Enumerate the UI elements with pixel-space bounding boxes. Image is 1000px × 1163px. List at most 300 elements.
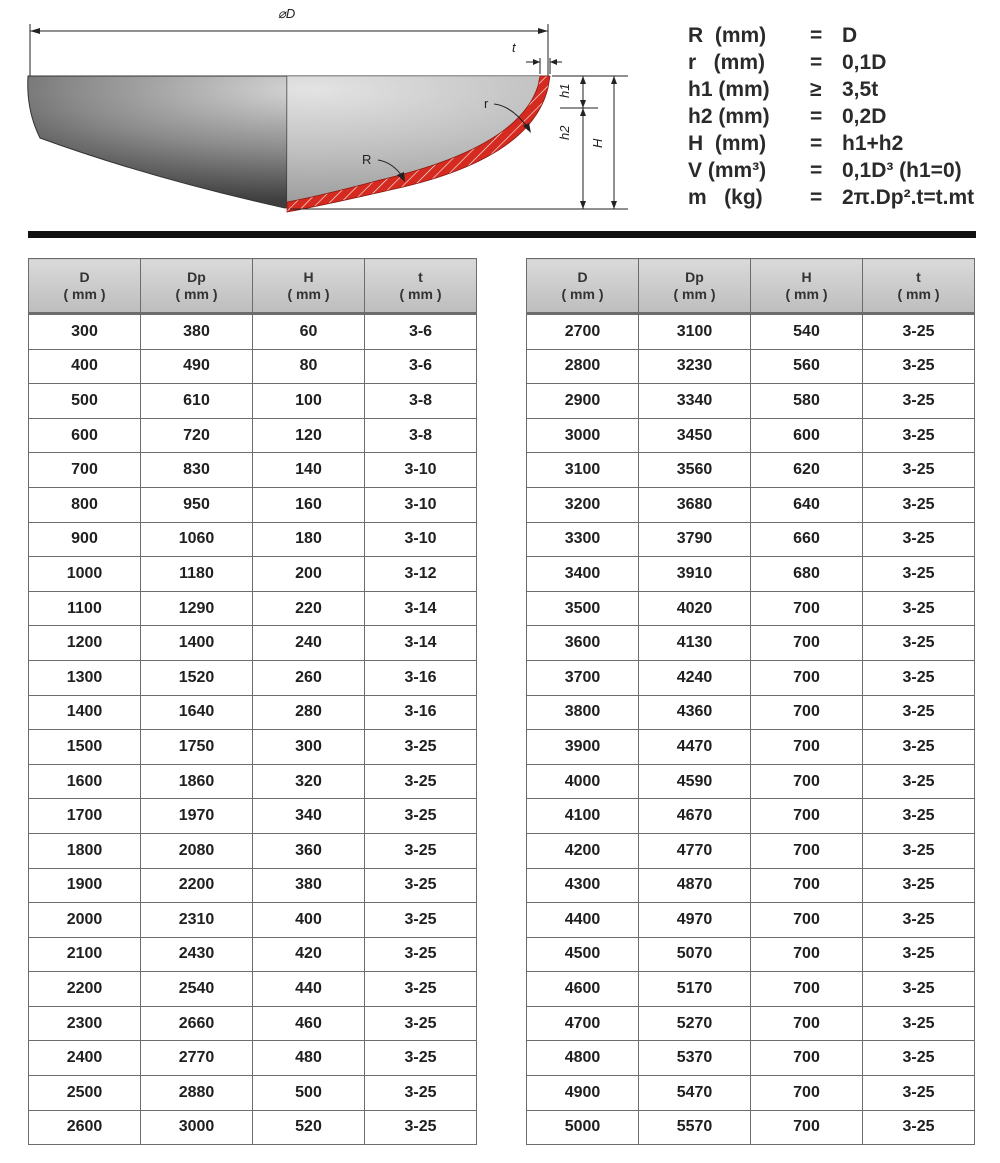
- table-cell: 3900: [527, 730, 639, 765]
- table-cell: 4240: [639, 660, 751, 695]
- table-cell: 4500: [527, 937, 639, 972]
- table-cell: 3-25: [863, 868, 975, 903]
- table-cell: 4020: [639, 591, 751, 626]
- column-header: [365, 259, 477, 314]
- table-row: [527, 314, 975, 350]
- table-cell: 2080: [141, 833, 253, 868]
- table-row: [29, 799, 477, 834]
- formula-symbol: h2 (mm): [688, 104, 770, 128]
- table-cell: 2400: [29, 1041, 141, 1076]
- column-header: [639, 259, 751, 314]
- table-cell: 180: [253, 522, 365, 557]
- h2-label: h2: [557, 125, 572, 140]
- table-cell: 3-25: [863, 453, 975, 488]
- table-cell: 500: [29, 384, 141, 419]
- table-cell: 2000: [29, 903, 141, 938]
- table-cell: 5470: [639, 1076, 751, 1111]
- table-cell: 4670: [639, 799, 751, 834]
- table-row: [527, 557, 975, 592]
- table-cell: 200: [253, 557, 365, 592]
- table-cell: 1100: [29, 591, 141, 626]
- table-cell: 300: [29, 314, 141, 350]
- table-cell: 3100: [527, 453, 639, 488]
- diameter-label: ⌀D: [278, 6, 296, 21]
- table-row: [29, 660, 477, 695]
- table-cell: 1600: [29, 764, 141, 799]
- table-cell: 3-25: [863, 1110, 975, 1145]
- table-cell: 2200: [29, 972, 141, 1007]
- table-cell: 700: [751, 660, 863, 695]
- formula-legend: [688, 22, 974, 211]
- table-cell: 5170: [639, 972, 751, 1007]
- table-cell: 1860: [141, 764, 253, 799]
- table-cell: 120: [253, 418, 365, 453]
- table-cell: 3-16: [365, 660, 477, 695]
- table-cell: 3910: [639, 557, 751, 592]
- column-header-name: D: [577, 268, 588, 285]
- table-cell: 4590: [639, 764, 751, 799]
- table-row: [527, 1006, 975, 1041]
- table-cell: 3-25: [365, 799, 477, 834]
- table-row: [29, 833, 477, 868]
- table-cell: 1520: [141, 660, 253, 695]
- table-cell: 3-16: [365, 695, 477, 730]
- table-cell: 700: [751, 972, 863, 1007]
- table-cell: 60: [253, 314, 365, 350]
- table-cell: 4360: [639, 695, 751, 730]
- table-row: [29, 349, 477, 384]
- formula-value: D: [842, 23, 858, 47]
- dimension-table-left: [28, 258, 477, 1145]
- table-cell: 2800: [527, 349, 639, 384]
- table-row: [527, 418, 975, 453]
- diameter-dimension: [30, 6, 548, 76]
- formula-operator: ≥: [810, 77, 822, 101]
- table-cell: 700: [29, 453, 141, 488]
- table-row: [527, 1041, 975, 1076]
- column-header-unit: ( mm ): [897, 285, 940, 302]
- table-cell: 3-25: [863, 557, 975, 592]
- table-row: [29, 487, 477, 522]
- table-row: [527, 764, 975, 799]
- column-header: [527, 259, 639, 314]
- formula-operator: =: [810, 185, 823, 209]
- table-cell: 3-25: [863, 522, 975, 557]
- table-cell: 3-14: [365, 626, 477, 661]
- table-cell: 5270: [639, 1006, 751, 1041]
- height-label: H: [590, 138, 605, 148]
- table-cell: 3100: [639, 314, 751, 350]
- table-row: [527, 730, 975, 765]
- table-cell: 3-25: [365, 730, 477, 765]
- table-cell: 3200: [527, 487, 639, 522]
- table-cell: 700: [751, 1076, 863, 1111]
- table-cell: 5370: [639, 1041, 751, 1076]
- table-cell: 3-25: [863, 730, 975, 765]
- table-cell: 4200: [527, 833, 639, 868]
- table-cell: 2700: [527, 314, 639, 350]
- formula-operator: =: [810, 158, 823, 182]
- table-cell: 420: [253, 937, 365, 972]
- table-cell: 950: [141, 487, 253, 522]
- column-header: [29, 259, 141, 314]
- table-cell: 3-25: [365, 1076, 477, 1111]
- table-cell: 700: [751, 903, 863, 938]
- table-cell: 1800: [29, 833, 141, 868]
- table-cell: 700: [751, 937, 863, 972]
- small-radius-label: r: [484, 96, 489, 111]
- formula-value: h1+h2: [842, 131, 904, 155]
- table-row: [29, 591, 477, 626]
- column-header-name: Dp: [187, 268, 206, 285]
- table-cell: 140: [253, 453, 365, 488]
- torispherical-head-diagram: [0, 0, 660, 225]
- formula-value: 3,5t: [842, 77, 879, 101]
- formula-symbol: r (mm): [688, 50, 766, 74]
- table-cell: 220: [253, 591, 365, 626]
- column-header: [751, 259, 863, 314]
- table-row: [29, 453, 477, 488]
- column-header-name: t: [916, 268, 921, 285]
- table-cell: 620: [751, 453, 863, 488]
- table-row: [29, 1041, 477, 1076]
- table-row: [527, 799, 975, 834]
- large-radius-label: R: [362, 152, 372, 167]
- table-cell: 400: [29, 349, 141, 384]
- table-cell: 700: [751, 730, 863, 765]
- table-row: [29, 418, 477, 453]
- table-row: [527, 453, 975, 488]
- table-cell: 1640: [141, 695, 253, 730]
- table-cell: 380: [253, 868, 365, 903]
- table-cell: 240: [253, 626, 365, 661]
- table-cell: 3700: [527, 660, 639, 695]
- table-cell: 720: [141, 418, 253, 453]
- table-row: [527, 384, 975, 419]
- table-cell: 500: [253, 1076, 365, 1111]
- formula-symbol: h1 (mm): [688, 77, 770, 101]
- table-cell: 4900: [527, 1076, 639, 1111]
- table-cell: 3-25: [863, 972, 975, 1007]
- table-cell: 3-8: [365, 384, 477, 419]
- table-row: [29, 972, 477, 1007]
- table-cell: 480: [253, 1041, 365, 1076]
- formula-row: [688, 76, 974, 103]
- table-cell: 2430: [141, 937, 253, 972]
- table-cell: 3-25: [365, 833, 477, 868]
- table-cell: 340: [253, 799, 365, 834]
- column-header-name: H: [801, 268, 812, 285]
- column-header-unit: ( mm ): [673, 285, 716, 302]
- table-cell: 3-25: [863, 799, 975, 834]
- formula-symbol: m (kg): [688, 185, 763, 209]
- thickness-dimension: [512, 40, 562, 74]
- section-divider: [28, 231, 976, 238]
- table-cell: 700: [751, 1041, 863, 1076]
- table-cell: 4700: [527, 1006, 639, 1041]
- table-cell: 440: [253, 972, 365, 1007]
- table-cell: 3-10: [365, 522, 477, 557]
- table-row: [527, 1076, 975, 1111]
- table-row: [527, 868, 975, 903]
- table-cell: 3800: [527, 695, 639, 730]
- table-cell: 3-6: [365, 349, 477, 384]
- table-cell: 4100: [527, 799, 639, 834]
- table-cell: 4470: [639, 730, 751, 765]
- table-cell: 2310: [141, 903, 253, 938]
- table-cell: 100: [253, 384, 365, 419]
- dimension-table-right: [526, 258, 975, 1145]
- table-cell: 700: [751, 868, 863, 903]
- table-cell: 3000: [141, 1110, 253, 1145]
- table-row: [29, 384, 477, 419]
- column-header-unit: ( mm ): [785, 285, 828, 302]
- table-row: [29, 557, 477, 592]
- table-cell: 3-25: [863, 903, 975, 938]
- table-cell: 1900: [29, 868, 141, 903]
- table-row: [527, 1110, 975, 1145]
- table-cell: 2600: [29, 1110, 141, 1145]
- table-row: [527, 903, 975, 938]
- table-cell: 2100: [29, 937, 141, 972]
- table-cell: 2660: [141, 1006, 253, 1041]
- table-cell: 2500: [29, 1076, 141, 1111]
- table-cell: 3-25: [863, 764, 975, 799]
- table-cell: 320: [253, 764, 365, 799]
- table-cell: 3-25: [365, 1041, 477, 1076]
- formula-row: [688, 157, 974, 184]
- table-row: [29, 937, 477, 972]
- table-cell: 5570: [639, 1110, 751, 1145]
- table-cell: 1300: [29, 660, 141, 695]
- spec-table: [526, 258, 975, 1145]
- table-cell: 3-25: [365, 868, 477, 903]
- table-row: [29, 1076, 477, 1111]
- table-cell: 3-12: [365, 557, 477, 592]
- table-cell: 3-25: [365, 1006, 477, 1041]
- table-cell: 4600: [527, 972, 639, 1007]
- table-cell: 700: [751, 1110, 863, 1145]
- formula-row: [688, 184, 974, 211]
- table-cell: 380: [141, 314, 253, 350]
- table-cell: 610: [141, 384, 253, 419]
- table-header-row: [29, 259, 477, 314]
- table-cell: 3400: [527, 557, 639, 592]
- table-cell: 3-25: [863, 1076, 975, 1111]
- table-row: [29, 903, 477, 938]
- table-cell: 700: [751, 833, 863, 868]
- table-cell: 360: [253, 833, 365, 868]
- table-cell: 3680: [639, 487, 751, 522]
- table-cell: 3-25: [863, 591, 975, 626]
- table-cell: 260: [253, 660, 365, 695]
- table-row: [527, 591, 975, 626]
- table-row: [527, 695, 975, 730]
- table-cell: 900: [29, 522, 141, 557]
- table-cell: 700: [751, 1006, 863, 1041]
- table-cell: 580: [751, 384, 863, 419]
- table-cell: 3-14: [365, 591, 477, 626]
- formula-operator: =: [810, 131, 823, 155]
- table-cell: 1750: [141, 730, 253, 765]
- table-cell: 3500: [527, 591, 639, 626]
- table-cell: 4400: [527, 903, 639, 938]
- table-cell: 3560: [639, 453, 751, 488]
- table-cell: 3-25: [365, 764, 477, 799]
- table-cell: 700: [751, 591, 863, 626]
- column-header-name: Dp: [685, 268, 704, 285]
- table-row: [29, 1006, 477, 1041]
- h1-label: h1: [557, 83, 572, 98]
- table-cell: 4870: [639, 868, 751, 903]
- table-cell: 4970: [639, 903, 751, 938]
- table-cell: 3-10: [365, 487, 477, 522]
- table-cell: 160: [253, 487, 365, 522]
- table-cell: 3-25: [863, 418, 975, 453]
- table-row: [29, 764, 477, 799]
- table-row: [29, 314, 477, 350]
- table-cell: 5070: [639, 937, 751, 972]
- table-cell: 5000: [527, 1110, 639, 1145]
- column-header-name: t: [418, 268, 423, 285]
- table-cell: 3-25: [863, 626, 975, 661]
- formula-value: 0,1D³ (h1=0): [842, 158, 962, 182]
- table-cell: 300: [253, 730, 365, 765]
- table-row: [29, 626, 477, 661]
- formula-row: [688, 130, 974, 157]
- column-header-unit: ( mm ): [63, 285, 106, 302]
- column-header-name: H: [303, 268, 314, 285]
- table-header-row: [527, 259, 975, 314]
- table-cell: 560: [751, 349, 863, 384]
- table-cell: 3-6: [365, 314, 477, 350]
- table-cell: 700: [751, 764, 863, 799]
- table-cell: 1970: [141, 799, 253, 834]
- table-cell: 3-25: [863, 487, 975, 522]
- table-cell: 1290: [141, 591, 253, 626]
- table-row: [29, 1110, 477, 1145]
- table-cell: 2300: [29, 1006, 141, 1041]
- formula-operator: =: [810, 104, 823, 128]
- table-cell: 3450: [639, 418, 751, 453]
- table-cell: 1400: [141, 626, 253, 661]
- formula-symbol: R (mm): [688, 23, 767, 47]
- formula-row: [688, 103, 974, 130]
- table-row: [29, 868, 477, 903]
- column-header-unit: ( mm ): [175, 285, 218, 302]
- table-cell: 2880: [141, 1076, 253, 1111]
- table-cell: 2540: [141, 972, 253, 1007]
- table-cell: 3-25: [365, 972, 477, 1007]
- table-cell: 660: [751, 522, 863, 557]
- table-cell: 3-25: [863, 833, 975, 868]
- table-row: [527, 972, 975, 1007]
- formula-row: [688, 22, 974, 49]
- table-cell: 2770: [141, 1041, 253, 1076]
- table-cell: 4770: [639, 833, 751, 868]
- table-cell: 3-10: [365, 453, 477, 488]
- table-cell: 4000: [527, 764, 639, 799]
- table-cell: 640: [751, 487, 863, 522]
- table-cell: 3600: [527, 626, 639, 661]
- table-cell: 4130: [639, 626, 751, 661]
- table-cell: 1200: [29, 626, 141, 661]
- table-cell: 520: [253, 1110, 365, 1145]
- table-row: [527, 937, 975, 972]
- table-cell: 1060: [141, 522, 253, 557]
- table-cell: 2900: [527, 384, 639, 419]
- table-cell: 400: [253, 903, 365, 938]
- table-cell: 3-8: [365, 418, 477, 453]
- column-header-unit: ( mm ): [561, 285, 604, 302]
- table-cell: 2200: [141, 868, 253, 903]
- table-row: [29, 522, 477, 557]
- table-row: [527, 522, 975, 557]
- column-header-unit: ( mm ): [399, 285, 442, 302]
- table-row: [527, 349, 975, 384]
- table-cell: 3-25: [863, 1006, 975, 1041]
- table-cell: 1000: [29, 557, 141, 592]
- table-cell: 1700: [29, 799, 141, 834]
- formula-value: 0,2D: [842, 104, 887, 128]
- table-cell: 800: [29, 487, 141, 522]
- table-cell: 4300: [527, 868, 639, 903]
- formula-value: 2π.Dp².t=t.mt: [842, 185, 975, 209]
- table-cell: 3-25: [863, 349, 975, 384]
- table-cell: 1180: [141, 557, 253, 592]
- table-cell: 3-25: [863, 1041, 975, 1076]
- table-row: [29, 695, 477, 730]
- table-cell: 700: [751, 695, 863, 730]
- table-cell: 1500: [29, 730, 141, 765]
- table-cell: 700: [751, 799, 863, 834]
- table-row: [527, 626, 975, 661]
- table-cell: 3790: [639, 522, 751, 557]
- table-cell: 80: [253, 349, 365, 384]
- table-cell: 1400: [29, 695, 141, 730]
- column-header: [253, 259, 365, 314]
- table-row: [527, 660, 975, 695]
- table-cell: 680: [751, 557, 863, 592]
- table-cell: 3230: [639, 349, 751, 384]
- table-cell: 830: [141, 453, 253, 488]
- table-cell: 460: [253, 1006, 365, 1041]
- spec-table: [28, 258, 477, 1145]
- table-cell: 3-25: [365, 903, 477, 938]
- table-cell: 3-25: [365, 937, 477, 972]
- table-cell: 3340: [639, 384, 751, 419]
- formula-row: [688, 49, 974, 76]
- formula-operator: =: [810, 23, 823, 47]
- table-cell: 3-25: [863, 660, 975, 695]
- table-cell: 3-25: [863, 384, 975, 419]
- table-cell: 3-25: [863, 695, 975, 730]
- column-header: [141, 259, 253, 314]
- table-row: [527, 833, 975, 868]
- column-header-name: D: [79, 268, 90, 285]
- table-row: [527, 487, 975, 522]
- table-cell: 3-25: [863, 314, 975, 350]
- formula-value: 0,1D: [842, 50, 887, 74]
- formula-symbol: H (mm): [688, 131, 767, 155]
- table-cell: 600: [29, 418, 141, 453]
- table-cell: 600: [751, 418, 863, 453]
- formula-operator: =: [810, 50, 823, 74]
- column-header: [863, 259, 975, 314]
- column-header-unit: ( mm ): [287, 285, 330, 302]
- table-cell: 540: [751, 314, 863, 350]
- table-cell: 4800: [527, 1041, 639, 1076]
